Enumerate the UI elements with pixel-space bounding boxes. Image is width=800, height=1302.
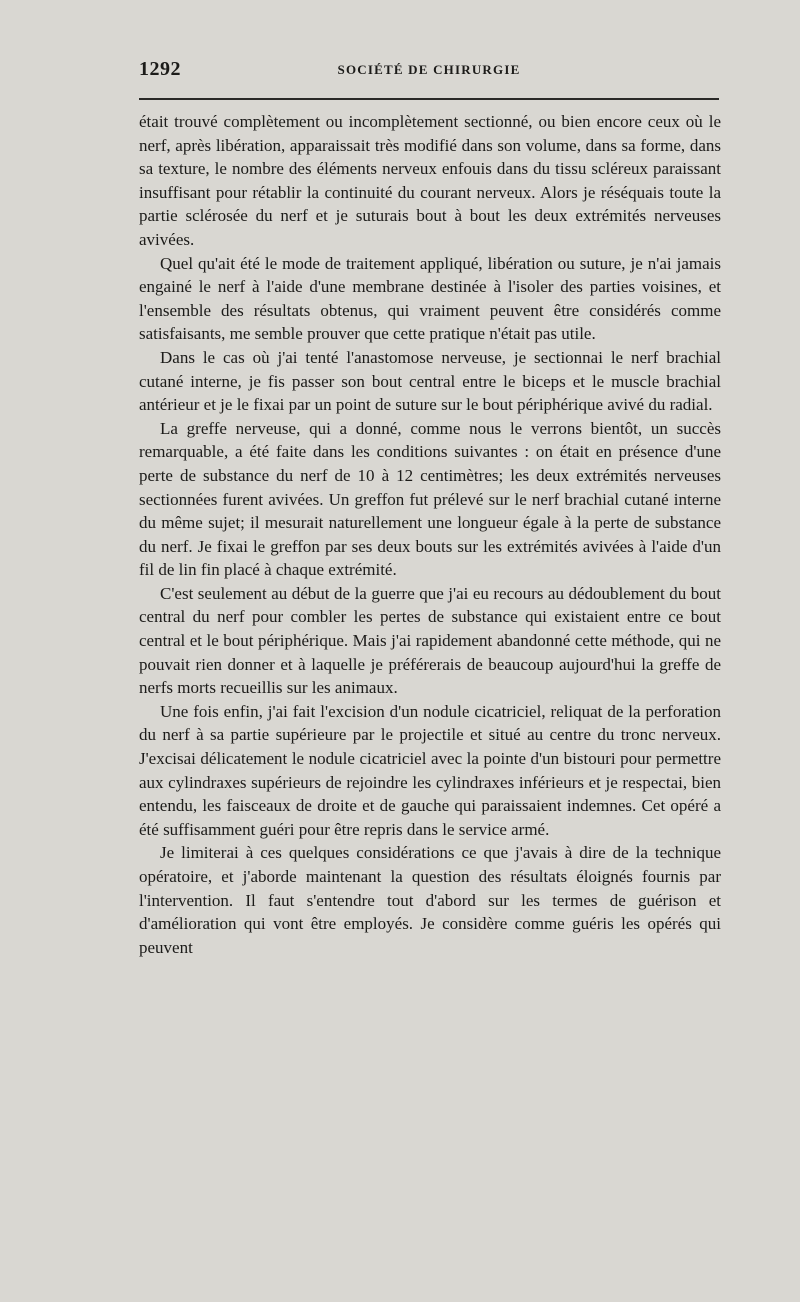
paragraph: Je limiterai à ces quelques considérations ce que j'avais à dire de la technique opératoire, et j'aborde maintenant la question des résultats éloignés fournis par l'intervention. Il faut s'entendre tout d'abord sur les termes de guérison et d'amélioration qui vont être employés. Je considère comme guéris les opérés qui peuvent bbox=[139, 843, 721, 957]
page-header bbox=[139, 58, 719, 86]
paragraph: La greffe nerveuse, qui a donné, comme nous le verrons bientôt, un succès remarquable, a été faite dans les conditions suivantes : on était en présence d'une perte de substance du nerf de 10 à 12 centimètres; les deux extrémités nerveuses sectionnées furent avivées. Un greffon fut prélevé sur le nerf brachial cutané interne du même sujet; il mesurait naturellement une longueur égale à la perte de substance du nerf. Je fixai le greffon par ses deux bouts sur les extrémités avivées à l'aide d'un fil de lin fin placé à chaque extrémité. bbox=[139, 418, 721, 580]
paragraph: était trouvé complètement ou incomplètement sectionné, ou bien encore ceux où le nerf, après libération, apparaissait très modifié dans son volume, dans sa forme, dans sa texture, le nombre des éléments nerveux enfouis dans du tissu scléreux paraissant insuffisant pour rétablir la continuité du courant nerveux. Alors je réséquais toute la partie sclérosée du nerf et je suturais bout à bout les deux extrémités nerveuses avivées. bbox=[139, 112, 721, 249]
header-rule bbox=[139, 98, 719, 100]
page-number: 1292 bbox=[139, 58, 181, 80]
paragraph: Quel qu'ait été le mode de traitement appliqué, libération ou suture, je n'ai jamais engainé le nerf à l'aide d'une membrane destinée à l'isoler des parties voisines, et l'ensemble des résultats obtenus, qui vraiment peuvent être considérés comme satisfaisants, me semble prouver que cette pratique n'était pas utile. bbox=[139, 253, 721, 344]
paragraph: Une fois enfin, j'ai fait l'excision d'un nodule cicatriciel, reliquat de la perforation du nerf à sa partie supérieure par le projectile et situé au centre du tronc nerveux. J'excisai délicatement le nodule cicatriciel avec la pointe d'un bistouri pour permettre aux cylindraxes supérieurs de rejoindre les cylindraxes inférieurs et je respectai, bien entendu, les faisceaux de droite et de gauche qui paraissaient indemnes. Cet opéré a été suffisamment guéri pour être repris dans le service armé. bbox=[139, 701, 721, 839]
paragraph: C'est seulement au début de la guerre que j'ai eu recours au dédoublement du bout central du nerf pour combler les pertes de substance qui existaient entre ce bout central et le bout périphérique. Mais j'ai rapidement abandonné cette méthode, qui ne pouvait rien donner et à laquelle je préférerais de beaucoup aujourd'hui la greffe de nerfs morts recueillis sur les animaux. bbox=[139, 583, 721, 698]
text-body bbox=[139, 110, 721, 959]
running-title: SOCIÉTÉ DE CHIRURGIE bbox=[337, 62, 521, 77]
paragraph: Dans le cas où j'ai tenté l'anastomose nerveuse, je sectionnai le nerf brachial cutané interne, je fis passer son bout central entre le biceps et le muscle brachial antérieur et je le fixai par un point de suture sur le bout périphérique avivé du radial. bbox=[139, 347, 721, 415]
